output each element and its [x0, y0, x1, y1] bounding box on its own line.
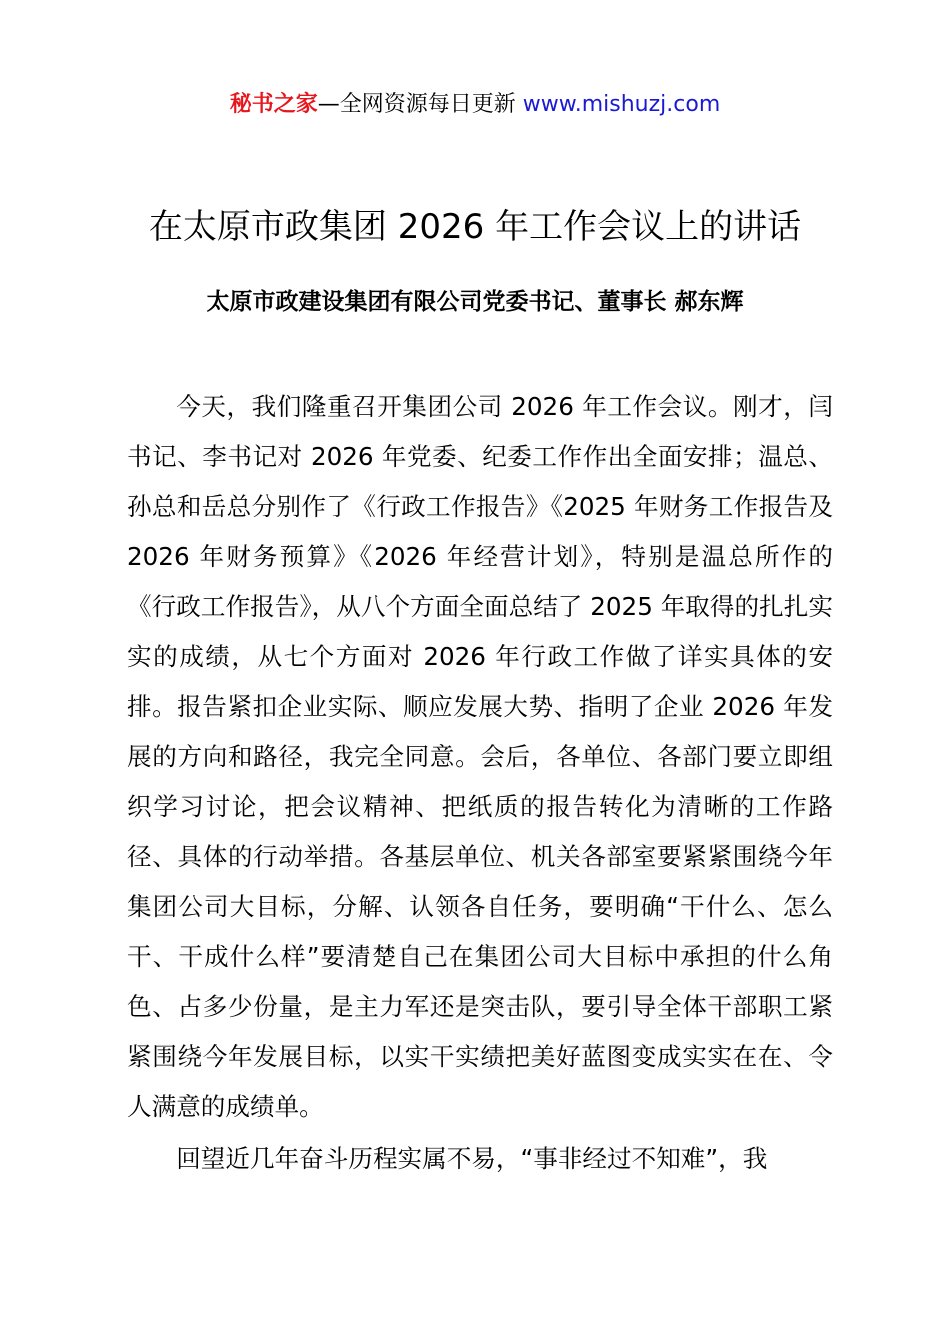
brand-name: 秘书之家	[229, 92, 318, 117]
body-paragraph: 今天，我们隆重召开集团公司 2026 年工作会议。刚才，闫书记、李书记对 2026 年党委、纪委工作作出全面安排；温总、孙总和岳总分别作了《行政工作报告》《2025 年财务工作报告及 2026 年财务预算》《2026 年经营计划》，特别是温总所作的《行政工作报告》，从八个方面全面总结了 2025 年取得的扎扎实实的成绩，从七个方面对 2026 年行政工作做了详实具体的安排。报告紧扣企业实际、顺应发展大势、指明了企业 2026 年发展的方向和路径，我完全同意。会后，各单位、各部门要立即组织学习讨论，把会议精神、把纸质的报告转化为清晰的工作路径、具体的行动举措。各基层单位、机关各部室要紧紧围绕今年集团公司大目标，分解、认领各自任务，要明确“干什么、怎么干、干成什么样”要清楚自己在集团公司大目标中承担的什么角色、占多少份量，是主力军还是突击队，要引导全体干部职工紧紧围绕今年发展目标，以实干实绩把美好蓝图变成实实在在、令人满意的成绩单。	[127, 392, 833, 1121]
body-paragraph: 回望近几年奋斗历程实属不易，“事非经过不知难”，我	[176, 1144, 768, 1173]
document-title: 在太原市政集团 2026 年工作会议上的讲话	[148, 207, 802, 247]
document-body	[127, 382, 833, 1184]
site-url-link[interactable]: www.mishuzj.com	[522, 92, 721, 117]
author-line: 太原市政建设集团有限公司党委书记、董事长 郝东辉	[206, 289, 744, 315]
header-tagline: —全网资源每日更新	[317, 92, 523, 117]
site-header	[0, 88, 950, 122]
